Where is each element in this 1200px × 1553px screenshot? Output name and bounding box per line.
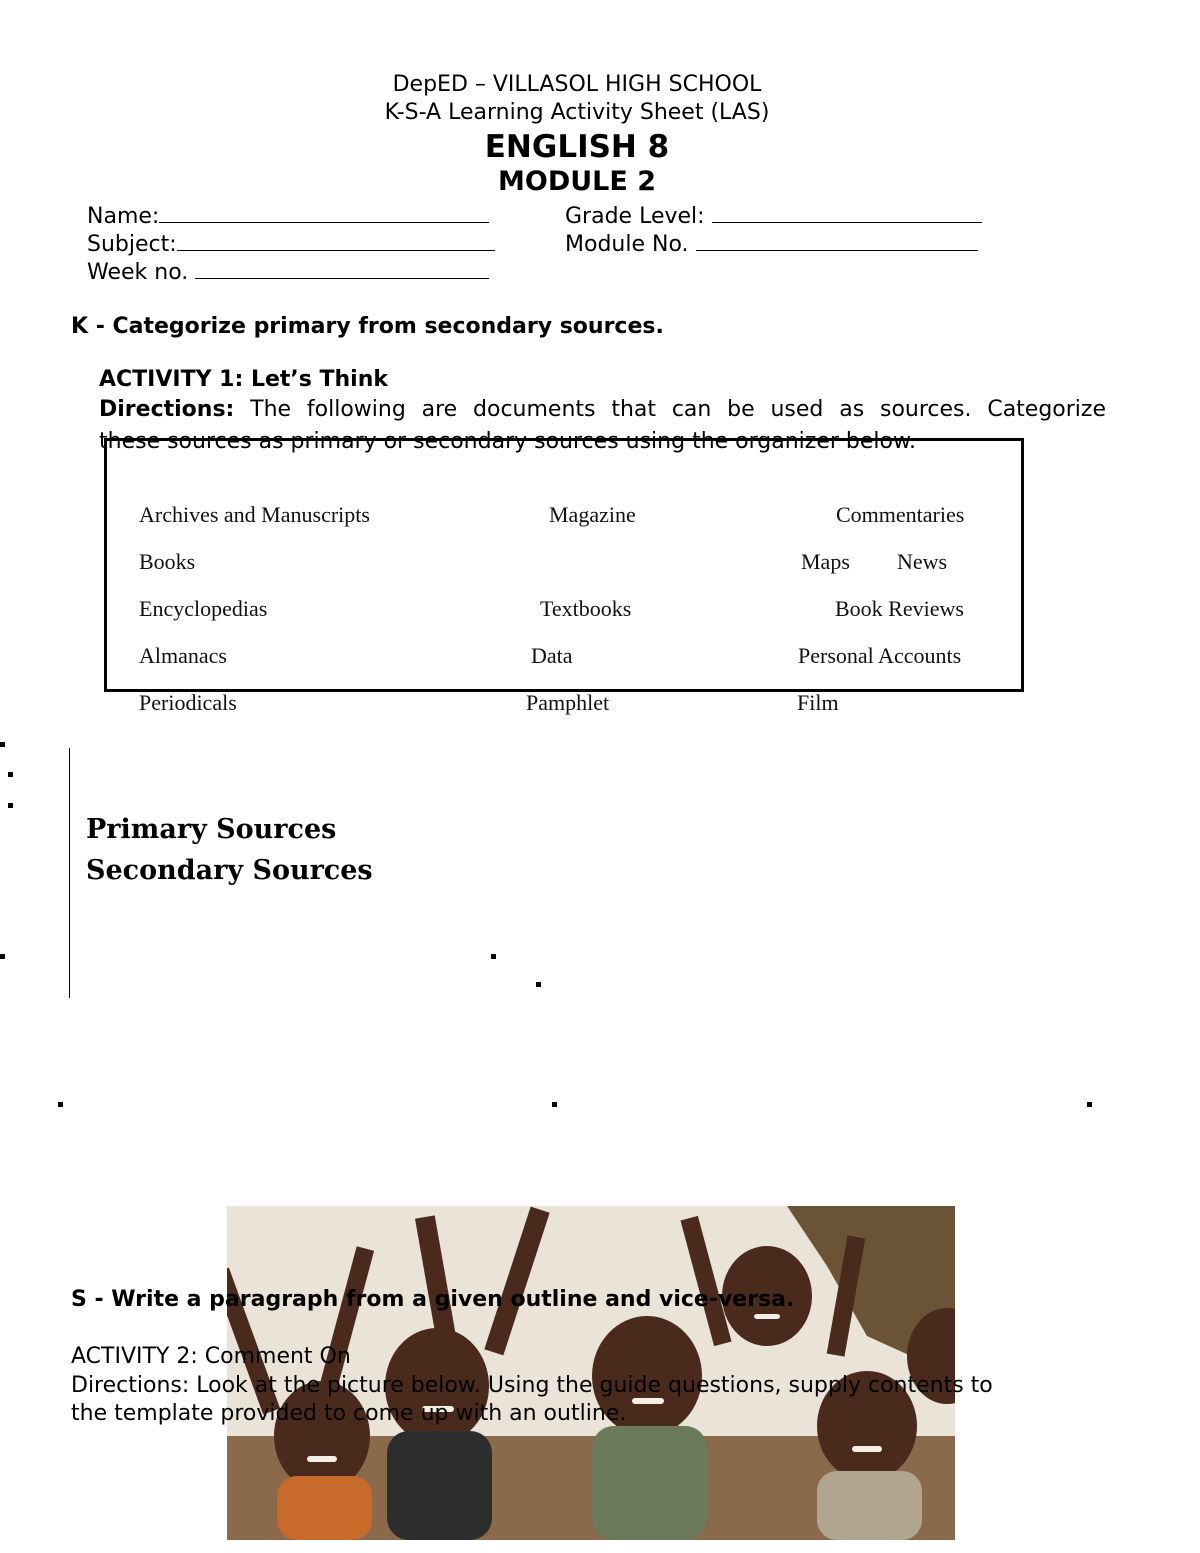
subject-line [177,228,495,251]
secondary-sources-label: Secondary Sources [86,855,373,886]
source-personal-accounts: Personal Accounts [798,643,962,668]
bullet-marker [0,954,5,959]
module-no-field[interactable] [565,228,978,257]
section-s-title: S - Write a paragraph from a given outline and vice-versa. [71,1287,795,1312]
bullet-marker [1087,1102,1092,1107]
grade-level-field[interactable] [565,200,982,229]
name-label: Name: [87,204,160,229]
source-encyclopedias: Encyclopedias [139,596,268,621]
name-line [159,200,489,223]
source-pamphlet: Pamphlet [526,690,610,715]
module-no-label: Module No. [565,232,689,257]
bullet-marker [536,982,541,987]
source-magazine: Magazine [549,502,636,527]
activity-2-directions-line-1: Directions: Look at the picture below. Using the guide questions, supply contents to [71,1373,993,1398]
bullet-marker [0,742,5,747]
source-archives: Archives and Manuscripts [139,502,370,527]
week-field[interactable] [87,256,489,285]
grade-level-line [712,200,982,223]
name-field[interactable] [87,200,489,229]
grade-level-label: Grade Level: [565,204,705,229]
activity-1-directions-line-1 [99,397,1106,422]
subject-label: Subject: [87,232,177,257]
week-line [195,256,489,279]
module-no-line [696,228,978,251]
bullet-marker [552,1102,557,1107]
week-label: Week no. [87,260,189,285]
activity-1-title: ACTIVITY 1: Let’s Think [99,367,389,392]
organizer-divider [69,748,70,998]
module-title: MODULE 2 [498,166,656,197]
sheet-title: K-S-A Learning Activity Sheet (LAS) [384,100,770,125]
source-almanacs: Almanacs [139,643,227,668]
activity-2-title: ACTIVITY 2: Comment On [71,1344,351,1369]
source-periodicals: Periodicals [139,690,237,715]
section-k-title: K - Categorize primary from secondary sources. [71,314,664,339]
primary-sources-label: Primary Sources [86,814,337,845]
bullet-marker [8,803,13,808]
bullet-marker [8,772,13,777]
source-commentaries: Commentaries [836,502,965,527]
school-name: DepED – VILLASOL HIGH SCHOOL [392,72,762,97]
bullet-marker [58,1102,63,1107]
source-textbooks: Textbooks [540,596,632,621]
activity-2-directions-line-2: the template provided to come up with an outline. [71,1401,627,1426]
directions-label: Directions: [99,397,235,422]
directions-text: The following are documents that can be used as sources. Categorize [234,397,1106,422]
subject-title: ENGLISH 8 [484,129,670,165]
source-data: Data [531,643,573,668]
bullet-marker [491,954,496,959]
source-news: News [897,549,948,574]
source-book-reviews: Book Reviews [835,596,964,621]
subject-field[interactable] [87,228,495,257]
source-books: Books [139,549,196,574]
source-film: Film [797,690,839,715]
source-maps: Maps [801,549,850,574]
activity-1-directions-line-2: these sources as primary or secondary sources using the organizer below. [99,429,916,454]
